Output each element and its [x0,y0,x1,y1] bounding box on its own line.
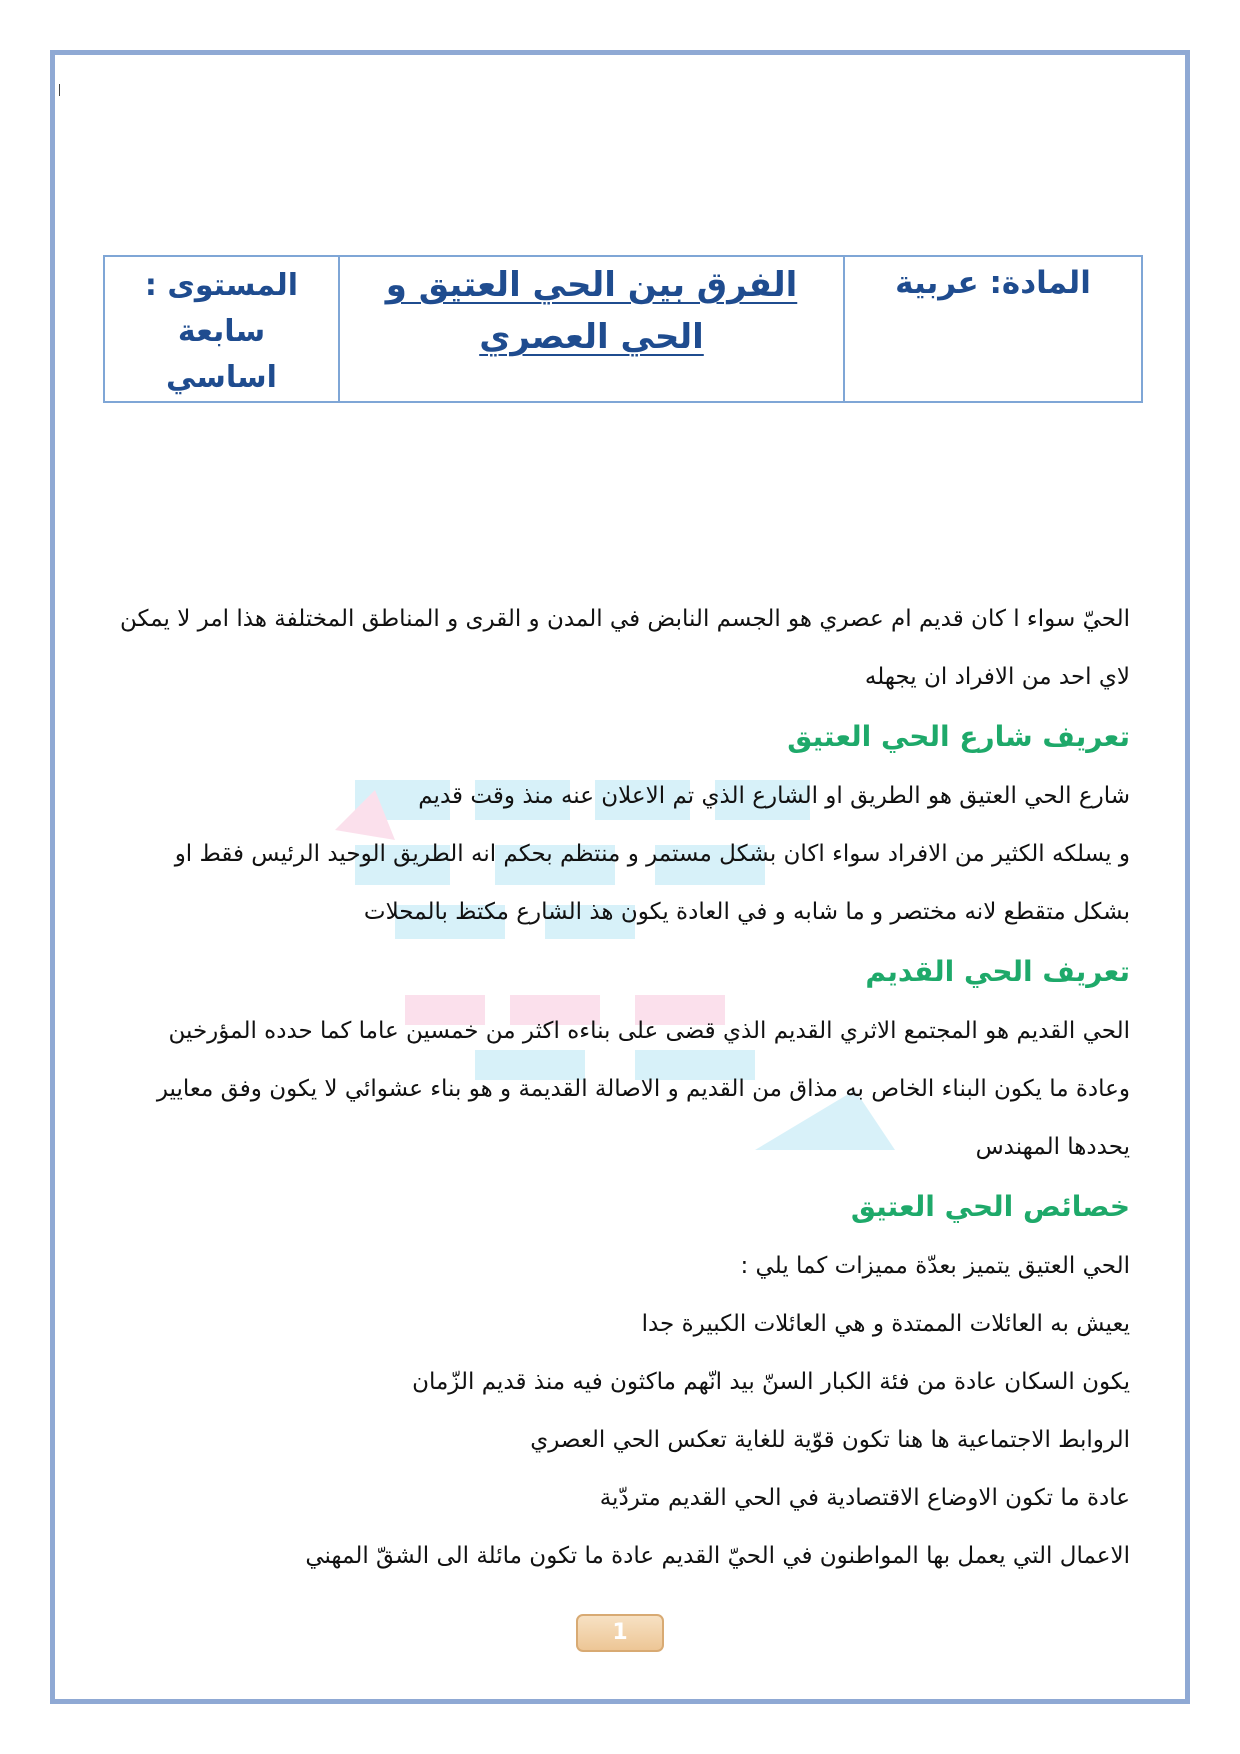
lesson-title-cell [339,256,844,402]
paragraph-old-quarter-definition: الحي القديم هو المجتمع الاثري القديم الذي قضى على بناءه اكثر من خمسين عاما كما حدده المؤرخين وعادة ما يكون البناء الخاص به مذاق من القديم و الاصالة القديمة و هو بناء عشوائي لا يكون وفق معايير يحددها المهندس [156,1018,1130,1160]
level-cell: المستوى : سابعة اساسي [104,256,339,402]
section-heading-old-street: تعريف شارع الحي العتيق [787,720,1130,753]
paragraph-old-street-usage: و يسلكه الكثير من الافراد سواء اكان بشكل مستمر و منتظم بحكم انه الطريق الوحيد الرئيس فقط او بشكل متقطع لانه مختصر و ما شابه و في العادة يكون هذ الشارع مكتظ بالمحلات [174,841,1130,925]
document-body [115,590,1130,1585]
page-number-badge: 1 [576,1614,664,1652]
list-item-families: يعيش به العائلات الممتدة و هي العائلات الكبيرة جدا [641,1311,1130,1337]
subject-cell: المادة: عربية [844,256,1142,402]
margin-mark [59,84,60,96]
list-item-social-ties: الروابط الاجتماعية ها هنا تكون قوّية للغاية تعكس الحي العصري [530,1427,1130,1453]
header-table [103,255,1143,403]
list-item-economy: عادة ما تكون الاوضاع الاقتصادية في الحي القديم متردّية [599,1485,1130,1511]
lesson-title: الفرق بين الحي العتيق و الحي العصري [385,265,798,357]
section-heading-characteristics: خصائص الحي العتيق [850,1190,1130,1223]
section-heading-old-quarter: تعريف الحي القديم [865,955,1130,988]
paragraph-characteristics-intro: الحي العتيق يتميز بعدّة مميزات كما يلي : [740,1253,1130,1279]
list-item-residents: يكون السكان عادة من فئة الكبار السنّ بيد انّهم ماكثون فيه منذ قديم الزّمان [412,1369,1130,1395]
paragraph-old-street-definition: شارع الحي العتيق هو الطريق او الشارع الذي تم الاعلان عنه منذ وقت قديم [418,783,1130,809]
list-item-occupations: الاعمال التي يعمل بها المواطنون في الحيّ القديم عادة ما تكون مائلة الى الشقّ المهني [305,1543,1130,1569]
intro-paragraph: الحيّ سواء ا كان قديم ام عصري هو الجسم النابض في المدن و القرى و المناطق المختلفة هذا امر لا يمكن لاي احد من الافراد ان يجهله [120,606,1130,690]
